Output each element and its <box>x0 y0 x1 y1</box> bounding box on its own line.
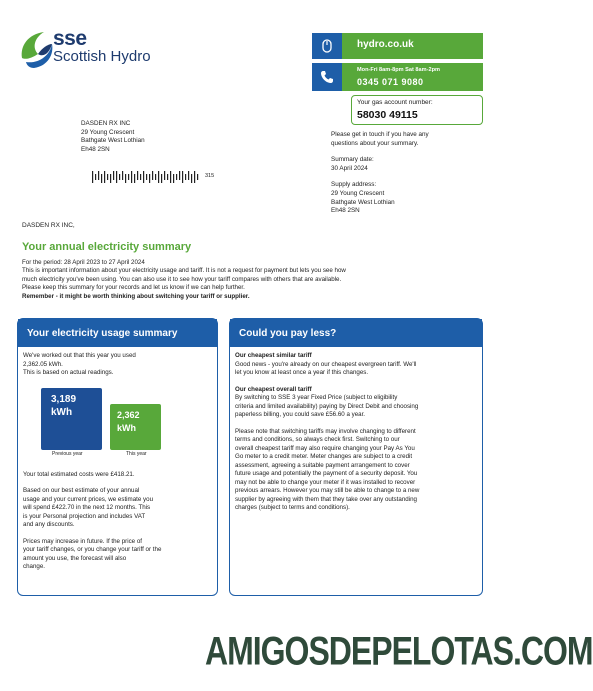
page-title: Your annual electricity summary <box>22 241 192 253</box>
note-text: supplier by agreeing with them that they take over any outstanding <box>235 495 417 503</box>
pay-less-heading: Could you pay less? <box>230 319 482 347</box>
note-text: assessment, agreeing a suitable payment arrangement to cover <box>235 461 410 469</box>
summary-info <box>331 131 481 216</box>
supply-address-line: Bathgate West Lothian <box>331 198 395 206</box>
address-line: DASDEN RX INC <box>81 120 131 127</box>
data-label-unit: kWh <box>51 407 73 418</box>
intro-line: This is important information about your electricity usage and tariff. It is not a request for payment but lets you see how <box>22 267 346 275</box>
overall-tariff-text: By switching to SSE 3 year Fixed Price (subject to eligibility <box>235 394 398 401</box>
brand-name-sse: sse <box>53 27 87 50</box>
similar-tariff-title: Our cheapest similar tariff <box>235 352 312 359</box>
bar-this-year-value <box>117 409 140 435</box>
prices-text: change. <box>23 563 46 570</box>
website-link[interactable]: hydro.co.uk <box>357 39 414 50</box>
address-line: Bathgate West Lothian <box>81 137 145 145</box>
total-costs: Your total estimated costs were £418.21. <box>23 470 135 478</box>
prices-text: amount you use, the forecast will also <box>23 554 127 562</box>
category-label: This year <box>126 451 147 457</box>
note-text: terms and conditions, so always check first. Switching to our <box>235 436 400 443</box>
intro-line: Please keep this summary for your records and let us know if we can help further. <box>22 284 245 292</box>
phone-hours: Mon-Fri 8am-8pm Sat 8am-2pm <box>357 67 440 73</box>
note-text: overall cheapest tariff may also require changing your Pay As You <box>235 444 415 452</box>
estimate-text: and any discounts. <box>23 521 75 528</box>
address-line: 29 Young Crescent <box>81 128 135 136</box>
pay-less-panel <box>229 318 483 596</box>
overall-tariff-text: criteria and limited availability) paying by Direct Debit and choosing <box>235 402 419 410</box>
data-label: 2,362 <box>117 410 140 420</box>
note-text: Please note that switching tariffs may involve changing to different <box>235 427 416 435</box>
summary-date: 30 April 2024 <box>331 164 368 172</box>
bar-previous-year-value <box>51 393 76 419</box>
period-text: For the period: 28 April 2023 to 27 April 2024 <box>22 259 145 266</box>
postal-address <box>81 120 145 154</box>
estimate-text: usage and your current prices, we estimate you <box>23 495 154 503</box>
usage-summary-heading: Your electricity usage summary <box>18 319 217 347</box>
data-label: 3,189 <box>51 394 77 405</box>
usage-summary-panel <box>17 318 218 596</box>
note-text: previous arrears. However you may still be able to change to a new <box>235 487 420 494</box>
supply-address-line: 29 Young Crescent <box>331 189 385 197</box>
note-text: future usage and potentially the payment of a security deposit. You <box>235 470 418 477</box>
note-text: charges (subject to terms and conditions). <box>235 504 350 511</box>
mouse-icon <box>312 33 342 59</box>
phone-number[interactable]: 0345 071 9080 <box>357 77 424 87</box>
prices-text: Prices may increase in future. If the price of <box>23 537 142 545</box>
note-text: may not be able to change your meter if it was installed to recover <box>235 478 416 486</box>
note-text: Go meter to a credit meter. Meter changes are subject to a credit <box>235 453 413 460</box>
account-number-label: Your gas account number: <box>357 99 433 106</box>
contact-text: Please get in touch if you have any <box>331 131 429 138</box>
estimate-text: Based on our best estimate of your annual <box>23 487 140 494</box>
brand-name-scottish-hydro: Scottish Hydro <box>53 48 151 65</box>
similar-tariff-text: let you know at least once a year if this changes. <box>235 369 369 376</box>
similar-tariff-text: Good news - you're already on our cheapest evergreen tariff. We'll <box>235 360 417 368</box>
address-line: Eh48 2SN <box>81 145 110 153</box>
supply-address-line: Eh48 2SN <box>331 207 360 215</box>
mail-barcode <box>92 171 202 183</box>
phone-icon <box>312 63 342 91</box>
overall-tariff-text: paperless billing, you could save £56.60 a year. <box>235 411 366 418</box>
barcode-number: 315 <box>205 173 215 179</box>
usage-text: 2,362.05 kWh. <box>23 360 63 368</box>
account-number: 58030 49115 <box>357 109 418 121</box>
prices-text: your tariff changes, or you change your tariff or the <box>23 546 162 553</box>
category-label: Previous year <box>52 451 83 457</box>
usage-text: This is based on actual readings. <box>23 369 114 376</box>
usage-text: We've worked out that this year you used <box>23 352 136 359</box>
addressee: DASDEN RX INC, <box>22 222 75 229</box>
watermark: AMIGOSDEPELOTAS.COM <box>205 628 593 673</box>
intro-line: much electricity you've been using. You can also use it to see how your tariff compares with others that are available. <box>22 275 342 283</box>
supply-address-label: Supply address: <box>331 181 377 189</box>
estimate-text: will spend £422.70 in the next 12 months. This <box>23 504 151 511</box>
overall-tariff-title: Our cheapest overall tariff <box>235 385 312 393</box>
reminder-line: Remember - it might be worth thinking about switching your tariff or supplier. <box>22 292 250 300</box>
contact-text: questions about your summary. <box>331 139 419 147</box>
summary-date-label: Summary date: <box>331 156 374 164</box>
data-label-unit: kWh <box>117 423 136 433</box>
estimate-text: is your Personal projection and includes VAT <box>23 512 146 520</box>
intro-text <box>22 259 462 301</box>
